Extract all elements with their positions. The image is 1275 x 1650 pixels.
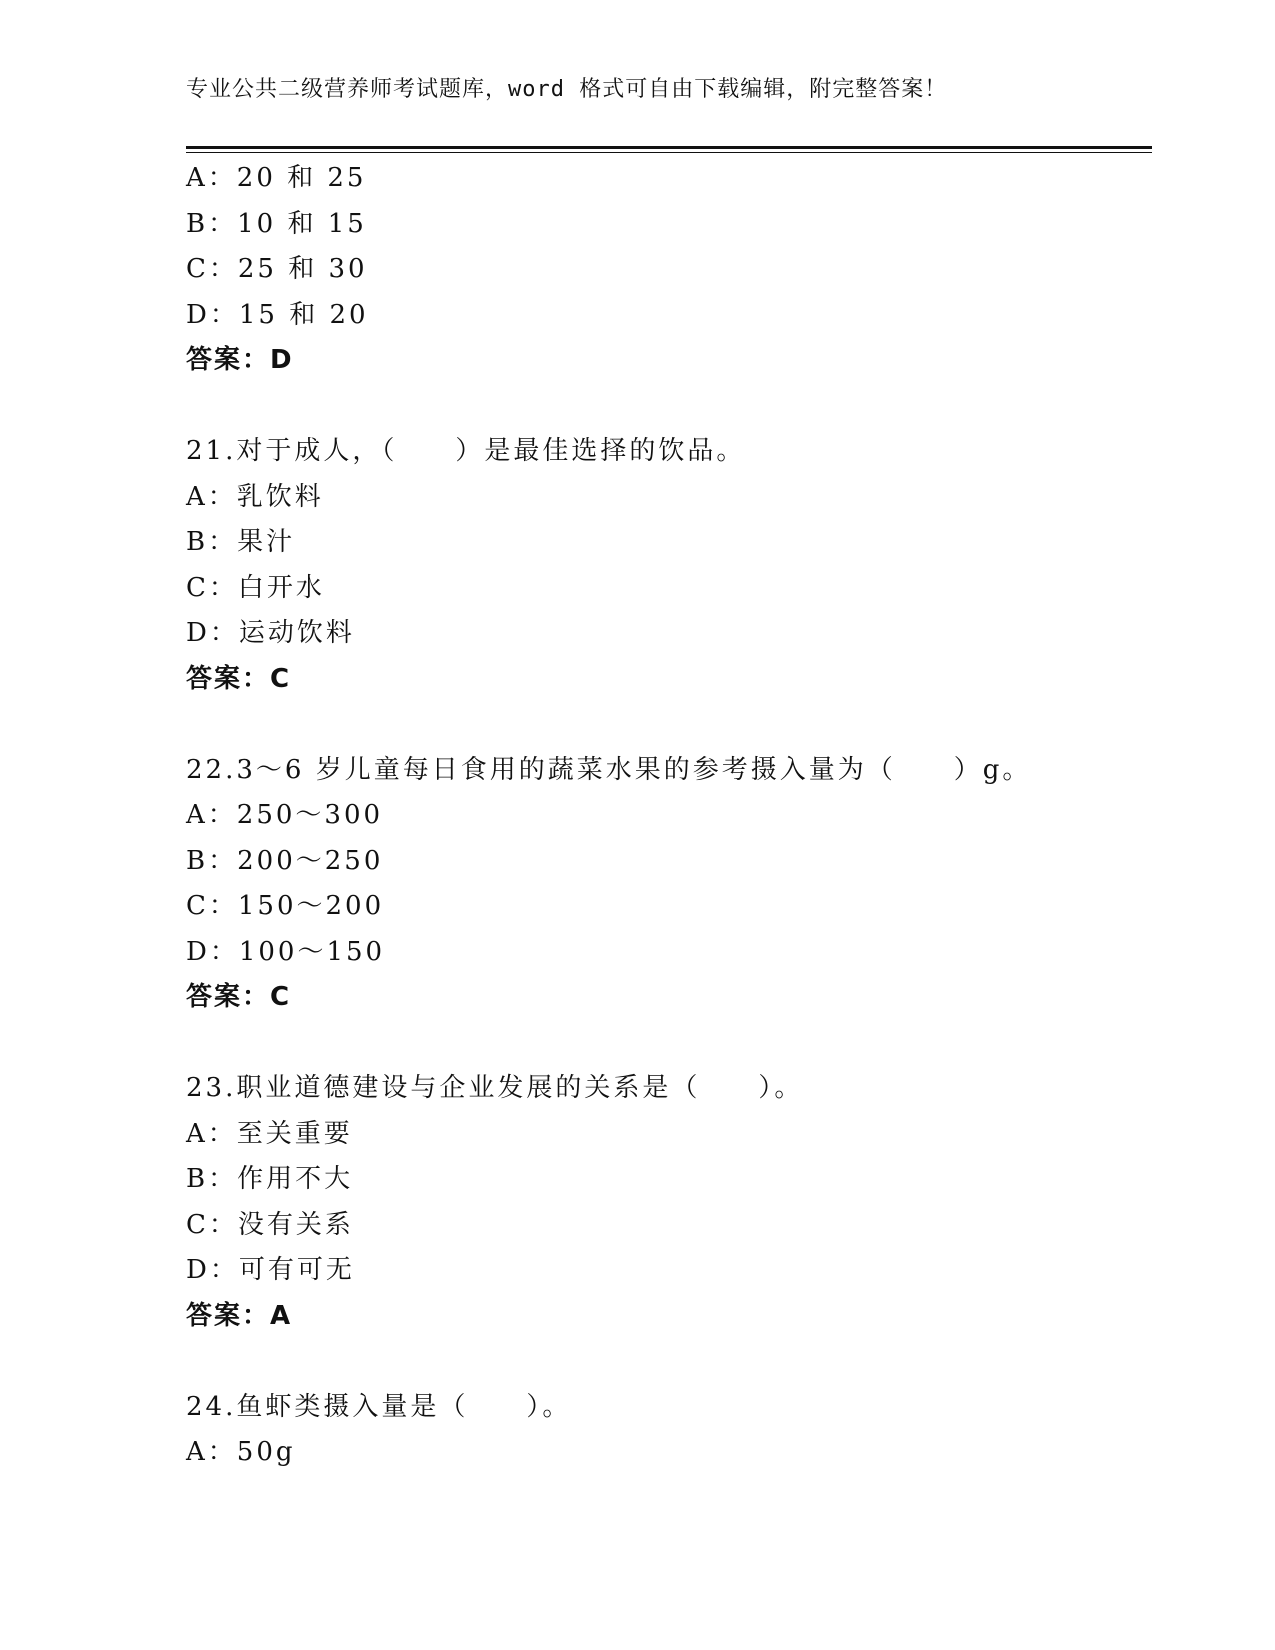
option-c: C：白开水 [186,572,325,603]
answer: 答案：D [186,345,294,375]
option-b: B：果汁 [186,527,296,557]
option-d: D：运动饮料 [186,618,355,648]
option-d: D：可有可无 [186,1255,355,1285]
question-21: 21.对于成人，（ ）是最佳选择的饮品。 [186,436,746,466]
header-rule-thin [186,152,1152,153]
option-d: D：15 和 20 [186,299,369,330]
page-header: 专业公共二级营养师考试题库，word 格式可自由下载编辑，附完整答案！ [186,77,948,102]
answer: 答案：C [186,663,292,694]
spacer [186,384,1152,430]
option-a: A：至关重要 [186,1118,353,1149]
option-b: B：200～250 [186,845,384,876]
option-a: A：乳饮料 [186,481,324,512]
option-c: C：没有关系 [186,1209,354,1240]
question-22: 22.3～6 岁儿童每日食用的蔬菜水果的参考摄入量为（ ）g。 [186,754,1032,785]
option-a: A：50g [186,1437,296,1467]
question-24: 24.鱼虾类摄入量是（ ）。 [186,1391,572,1422]
option-a: A：20 和 25 [186,163,367,193]
option-c: C：25 和 30 [186,254,368,284]
option-a: A：250～300 [186,800,384,830]
option-c: C：150～200 [186,891,385,921]
answer: 答案：C [186,982,292,1012]
option-d: D：100～150 [186,936,386,967]
question-23: 23.职业道德建设与企业发展的关系是（ ）。 [186,1073,804,1103]
spacer [186,1021,1152,1067]
option-b: B：作用不大 [186,1164,354,1194]
header-rule-thick [186,146,1152,149]
spacer [186,702,1152,748]
question-list [186,156,1152,1476]
option-b: B：10 和 15 [186,208,367,239]
answer: 答案：A [186,1300,293,1331]
spacer [186,1339,1152,1385]
